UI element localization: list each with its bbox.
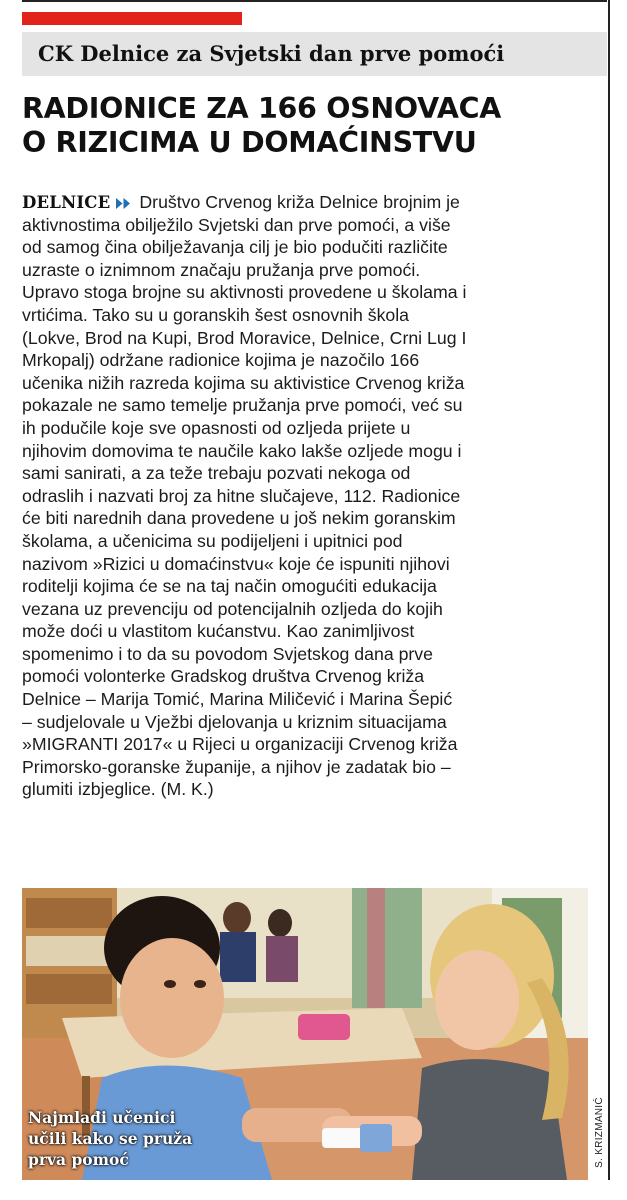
caption-line: prva pomoć — [28, 1150, 129, 1169]
photo-credit-text: S. KRIZMANIĆ — [593, 1097, 605, 1168]
headline-line: O RIZICIMA U DOMAĆINSTVU — [22, 126, 477, 159]
body-line: njihovim domovima te naučile kako lakše ozljede mogu i — [22, 440, 462, 461]
body-line: sami sanirati, a za teže trebaju pozvati nekoga od — [22, 463, 411, 484]
article-kicker: CK Delnice za Svjetski dan prve pomoći — [22, 32, 607, 76]
body-line: glumiti izbjeglice. (M. K.) — [22, 779, 214, 800]
body-line: vrtićima. Tako su u goranskih šest osnovnih škola — [22, 304, 410, 325]
body-line: pokazale ne samo temelje pružanja prve pomoći, već su — [22, 395, 463, 416]
body-line: Primorsko-goranske županije, a njihov je zadatak bio – — [22, 756, 451, 777]
body-line: ih podučile koje sve opasnosti od ozljeda prijete u — [22, 417, 411, 438]
top-rule — [22, 0, 607, 2]
article-body — [22, 191, 607, 801]
caption-line: Najmlađi učenici — [28, 1108, 176, 1127]
body-line: može doći u vlastitom kućanstvu. Kao zanimljivost — [22, 621, 415, 642]
body-line: školama, a učenicima su podijeljeni i upitnici pod — [22, 530, 403, 551]
body-line: roditelji kojima će se na taj način omogućiti edukacija — [22, 576, 437, 597]
column-rule — [608, 0, 610, 1180]
body-line: Delnice – Marija Tomić, Marina Miličević i Marina Šepić — [22, 689, 453, 710]
body-line: »MIGRANTI 2017« u Rijeci u organizaciji Crvenog križa — [22, 734, 458, 755]
body-line: od samog čina obilježavanja cilj je bio podučiti različite — [22, 237, 448, 258]
body-line: (Lokve, Brod na Kupi, Brod Moravice, Delnice, Crni Lug I — [22, 327, 467, 348]
photo-credit — [591, 1085, 607, 1180]
headline-line: RADIONICE ZA 166 OSNOVACA — [22, 92, 502, 125]
photo-caption — [28, 1107, 192, 1170]
body-line: DELNICE Društvo Crvenog križa Delnice brojnim je — [22, 191, 607, 214]
article-photo — [22, 888, 588, 1180]
body-line: aktivnostima obilježilo Svjetski dan prve pomoći, a više — [22, 214, 451, 235]
body-line: će biti narednih dana provedene u još nekim goranskim — [22, 508, 456, 529]
body-line: nazivom »Rizici u domaćinstvu« koje će ispuniti njihovi — [22, 553, 450, 574]
body-line: odraslih i nazvati broj za hitne slučajeve, 112. Radionice — [22, 485, 461, 506]
dateline: DELNICE — [22, 193, 111, 212]
caption-line: učili kako se pruža — [28, 1129, 193, 1148]
body-line: spomenimo i to da su povodom Svjetskog dana prve — [22, 643, 433, 664]
body-line: Mrkopalj) održane radionice kojima je nazočilo 166 — [22, 350, 420, 371]
body-line: uzraste o iznimnom značaju pružanja prve pomoći. — [22, 259, 421, 280]
body-line: Upravo stoga brojne su aktivnosti provedene u školama i — [22, 282, 467, 303]
body-line: pomoći volonterke Gradskog društva Crvenog križa — [22, 666, 425, 687]
body-line: – sudjelovale u Vježbi djelovanja u kriznim situacijama — [22, 711, 447, 732]
body-line: učenika nižih razreda kojima su aktivistice Crvenog križa — [22, 372, 465, 393]
article-headline — [22, 92, 607, 160]
body-line: vezana uz prevenciju od potencijalnih ozljeda do kojih — [22, 598, 443, 619]
double-arrow-icon — [116, 192, 131, 215]
section-color-bar — [22, 12, 242, 25]
